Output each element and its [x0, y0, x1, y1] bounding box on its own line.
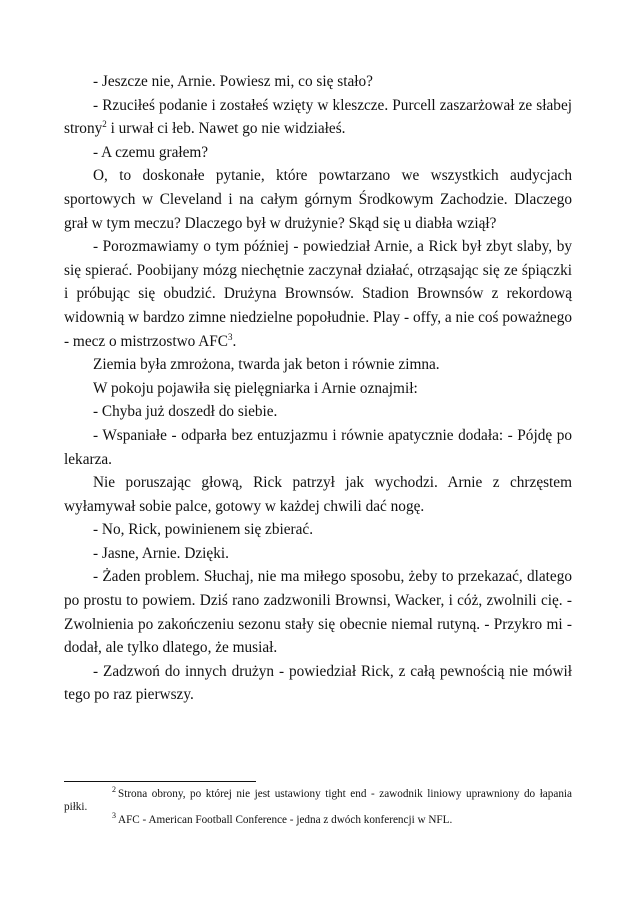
footnote — [64, 785, 572, 814]
footnote-ref: 3 — [228, 331, 233, 342]
footnote — [64, 811, 572, 827]
paragraph: - Rzuciłeś podanie i zostałeś wzięty w kleszcze. Purcell zaszarżował ze słabej strony$^2$ i urwał ci łeb. Nawet go nie widziałeś. — [64, 96, 572, 138]
body-text — [64, 70, 572, 707]
paragraph: - Chyba już doszedł do siebie. — [93, 403, 278, 421]
footnotes — [64, 785, 572, 827]
paragraph: - No, Rick, powinienem się zbierać. — [93, 521, 314, 539]
paragraph: - Żaden problem. Słuchaj, nie ma miłego sposobu, żeby to przekazać, dlatego po prostu to powiem. Dziś rano zadzwonili Brownsi, Wacker, i cóż, zwolnili cię. - Zwolnienia po zakończeniu sezonu stały się obecnie niemal rutyną. - Przykro mi - dodał, ale tylko dlatego, że musiał. — [64, 568, 572, 657]
paragraph: Nie poruszając głową, Rick patrzył jak wychodzi. Arnie z chrzęstem wyłamywał sobie palce, gotowy w każdej chwili dać nogę. — [64, 474, 572, 515]
footnote-mark: 3 — [112, 811, 116, 821]
paragraph: - A czemu grałem? — [93, 143, 209, 161]
paragraph: - Porozmawiamy o tym później - powiedział Arnie, a Rick był zbyt slaby, by się spierać. Poobijany mózg niechętnie zaczynał działać, otrząsając się ze śpiączki i próbując się obudzić. Drużyna Brownsów. Stadion Brownsów z rekordową widownią w bardzo zimne niedzielne popołudnie. Play - offy, a nie coś poważnego - mecz o mistrzostwo AFC$^3$. — [64, 238, 572, 350]
paragraph: - Zadzwoń do innych drużyn - powiedział Rick, z całą pewnością nie mówił tego po raz pierwszy. — [64, 662, 572, 704]
paragraph: W pokoju pojawiła się pielęgniarka i Arnie oznajmił: — [93, 379, 418, 397]
paragraph: - Wspaniałe - odparła bez entuzjazmu i równie apatycznie dodała: - Pójdę po lekarza. — [64, 426, 572, 468]
footnote-ref: 2 — [102, 119, 107, 130]
footnote-divider — [64, 781, 256, 782]
footnote-text: AFC - American Football Conference - jedna z dwóch konferencji w NFL. — [118, 814, 453, 826]
paragraph: O, to doskonałe pytanie, które powtarzano we wszystkich audycjach sportowych w Cleveland i na całym górnym Środkowym Zachodzie. Dlaczego grał w tym meczu? Dlaczego był w drużynie? Skąd się u diabła wziął? — [64, 167, 572, 232]
footnote-text: Strona obrony, po której nie jest ustawiony tight end - zawodnik liniowy uprawniony do łapania piłki. — [64, 788, 572, 813]
footnote-mark: 2 — [112, 785, 116, 795]
paragraph: Ziemia była zmrożona, twarda jak beton i równie zimna. — [93, 356, 440, 374]
paragraph: - Jeszcze nie, Arnie. Powiesz mi, co się stało? — [93, 73, 373, 90]
paragraph: - Jasne, Arnie. Dzięki. — [93, 544, 229, 562]
